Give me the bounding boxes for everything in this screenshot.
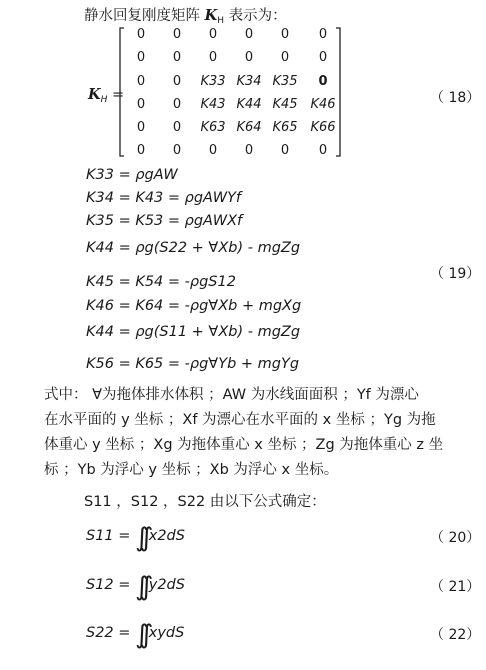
integral-integrand: x2dS	[148, 528, 185, 544]
matrix-cell: 0	[136, 74, 146, 89]
matrix-cell: 0	[318, 74, 328, 89]
equation-number-21: （ 21）	[430, 579, 481, 595]
integral-lhs: S11	[86, 528, 114, 544]
integral-s11: S11 = ∫∫ x2dS	[86, 523, 185, 553]
matrix-cell: 0	[172, 74, 182, 89]
matrix-cell: K44	[236, 97, 262, 112]
equation-number-20: （ 20）	[430, 530, 481, 546]
matrix-row-6	[124, 143, 344, 161]
matrix-cell: 0	[136, 120, 146, 135]
equation-k45: K45 = K54 = -ρgS12	[86, 274, 236, 290]
paragraph-line-5: S11 ，S12 ，S22 由以下公式确定：	[84, 494, 326, 510]
matrix-cell: 0	[136, 143, 146, 158]
double-integral-icon: ∫∫	[135, 620, 145, 650]
double-integral-icon: ∫∫	[135, 572, 145, 602]
matrix-cell: 0	[208, 143, 218, 158]
equation-number-19: （ 19）	[430, 266, 481, 282]
integral-s22: S22 = ∫∫ xydS	[86, 620, 185, 650]
heading-symbol-sub: H	[217, 16, 224, 26]
equation-k34: K34 = K43 = ρgAWYf	[86, 190, 242, 206]
integral-integrand: y2dS	[148, 577, 185, 593]
matrix-cell: K66	[310, 120, 336, 135]
heading-prefix: 静水回复刚度矩阵	[84, 8, 205, 24]
equation-number-22: （ 22）	[430, 627, 481, 643]
paragraph-line-3: 体重心 y 坐标 ；Xg 为拖体重心 x 坐标 ；Zg 为拖体重心 z 坐	[44, 437, 444, 453]
heading-suffix: 表示为：	[224, 8, 287, 24]
matrix-cell: 0	[244, 143, 254, 158]
matrix-lhs-sub: H	[100, 95, 108, 105]
matrix-cell: K33	[200, 74, 226, 89]
matrix-cell: 0	[208, 50, 218, 65]
matrix-cell: 0	[244, 50, 254, 65]
integral-lhs: S12	[86, 577, 114, 593]
equation-k35: K35 = K53 = ρgAWXf	[86, 213, 243, 229]
matrix-cell: 0	[208, 27, 218, 42]
matrix-cell: K43	[200, 97, 226, 112]
matrix-row-1	[124, 27, 344, 45]
matrix-row-4	[124, 97, 344, 115]
matrix-cell: K63	[200, 120, 226, 135]
matrix-cell: 0	[172, 27, 182, 42]
matrix-cell: K45	[272, 97, 298, 112]
matrix-lhs-symbol: K	[88, 86, 101, 103]
matrix-row-2	[124, 50, 344, 68]
equation-k56: K56 = K65 = -ρg∀Yb + mgYg	[86, 356, 300, 372]
matrix-cell: 0	[280, 143, 290, 158]
heading-symbol: K	[204, 7, 218, 24]
matrix-cell: 0	[136, 97, 146, 112]
matrix-cell: K34	[236, 74, 262, 89]
matrix-cell: 0	[172, 143, 182, 158]
matrix-cell: 0	[244, 27, 254, 42]
integral-s12: S12 = ∫∫ y2dS	[86, 572, 185, 602]
matrix-cell: K65	[272, 120, 298, 135]
equation-k44: K44 = ρg(S22 + ∀Xb) - mgZg	[86, 240, 301, 256]
equation-k44-second: K44 = ρg(S11 + ∀Xb) - mgZg	[86, 324, 301, 340]
equation-number-18: （ 18）	[430, 90, 481, 106]
matrix-cell: K46	[310, 97, 336, 112]
paragraph-line-4: 标 ；Yb 为浮心 y 坐标 ；Xb 为浮心 x 坐标。	[44, 462, 339, 478]
matrix-cell: 0	[280, 50, 290, 65]
integral-lhs: S22	[86, 625, 114, 641]
matrix-cell: 0	[136, 27, 146, 42]
integral-integrand: xydS	[148, 625, 185, 641]
matrix-cell: 0	[172, 50, 182, 65]
paragraph-line-1: 式中： ∀为拖体排水体积 ；AW 为水线面面积 ；Yf 为漂心	[44, 387, 419, 403]
matrix-cell: K35	[272, 74, 298, 89]
matrix-row-3	[124, 74, 344, 92]
matrix-cell: 0	[318, 50, 328, 65]
matrix-equals: =	[112, 87, 125, 103]
matrix-cell: 0	[318, 27, 328, 42]
matrix-heading	[84, 4, 287, 26]
paragraph-line-2: 在水平面的 y 坐标 ；Xf 为漂心在水平面的 x 坐标 ；Yg 为拖	[44, 412, 436, 428]
matrix-cell: 0	[136, 50, 146, 65]
equation-k33: K33 = ρgAW	[86, 167, 178, 183]
matrix-cell: 0	[280, 27, 290, 42]
matrix-cell: K64	[236, 120, 262, 135]
equation-k46: K46 = K64 = -ρg∀Xb + mgXg	[86, 298, 302, 314]
matrix-row-5	[124, 120, 344, 138]
matrix-cell: 0	[318, 143, 328, 158]
double-integral-icon: ∫∫	[135, 523, 145, 553]
matrix-cell: 0	[172, 97, 182, 112]
matrix-cell: 0	[172, 120, 182, 135]
